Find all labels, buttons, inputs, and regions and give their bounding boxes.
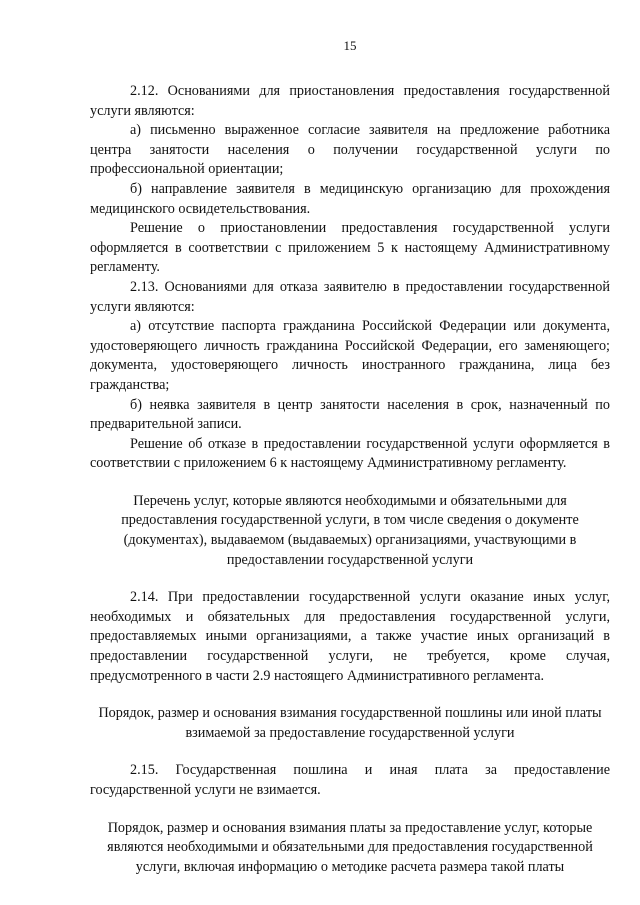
spacer bbox=[90, 801, 610, 819]
spacer bbox=[90, 570, 610, 588]
spacer bbox=[90, 743, 610, 761]
paragraph-2-15: 2.15. Государственная пошлина и иная плата за предоставление государственной услуги не взимается. bbox=[90, 762, 610, 798]
paragraph-2-14: 2.14. При предоставлении государственной услуги оказание иных услуг, необходимых и обязательных для предоставления государственной услуги, предоставляемых иными организациями, а также участие иных организаций в предоставлении государственной услуги, не требуется, кроме случая, предусмотренного в части 2.9 настоящего Административного регламента. bbox=[90, 589, 610, 684]
spacer bbox=[90, 474, 610, 492]
paragraph-2-13: 2.13. Основаниями для отказа заявителю в предоставлении государственной услуги являются: bbox=[90, 278, 610, 315]
paragraph-2-13-b: б) неявка заявителя в центр занятости населения в срок, назначенный по предварительной записи. bbox=[90, 396, 610, 433]
section-heading-required-services: Перечень услуг, которые являются необходимыми и обязательными для предоставления государственной услуги, в том числе сведения о документе (документах), выдаваемом (выдаваемых) организациями, участвующими в предоставлении государственной услуги bbox=[121, 492, 579, 568]
paragraph-2-12: 2.12. Основаниями для приостановления предоставления государственной услуги являются: bbox=[90, 83, 610, 119]
document-page bbox=[90, 0, 610, 905]
section-heading-state-fee: Порядок, размер и основания взимания государственной пошлины или иной платы взимаемой за предоставление государственной услуги bbox=[98, 705, 602, 741]
page-number: 15 bbox=[343, 38, 357, 53]
paragraph-refusal-decision: Решение об отказе в предоставлении государственной услуги оформляется в соответствии с приложением 6 к настоящему Административному регламенту. bbox=[90, 435, 610, 472]
document-body bbox=[90, 82, 610, 877]
paragraph-2-13-a: а) отсутствие паспорта гражданина Российской Федерации или документа, удостоверяющего личность гражданина Российской Федерации, его заменяющего; документа, удостоверяющего личность иностранного гражданина, лица без гражданства; bbox=[90, 318, 610, 393]
paragraph-2-12-b: б) направление заявителя в медицинскую организацию для прохождения медицинского освидетельствования. bbox=[90, 180, 610, 217]
section-heading-fee-procedure: Порядок, размер и основания взимания платы за предоставление услуг, которые являются необходимыми и обязательными для предоставления государственной услуги, включая информацию о методике расчета размера такой платы bbox=[107, 819, 593, 875]
paragraph-2-12-a: а) письменно выраженное согласие заявителя на предложение работника центра занятости населения о получении государственной услуги по профессиональной ориентации; bbox=[90, 122, 610, 178]
spacer bbox=[90, 686, 610, 704]
paragraph-suspension-decision: Решение о приостановлении предоставления государственной услуги оформляется в соответствии с приложением 5 к настоящему Административному регламенту. bbox=[90, 220, 610, 276]
